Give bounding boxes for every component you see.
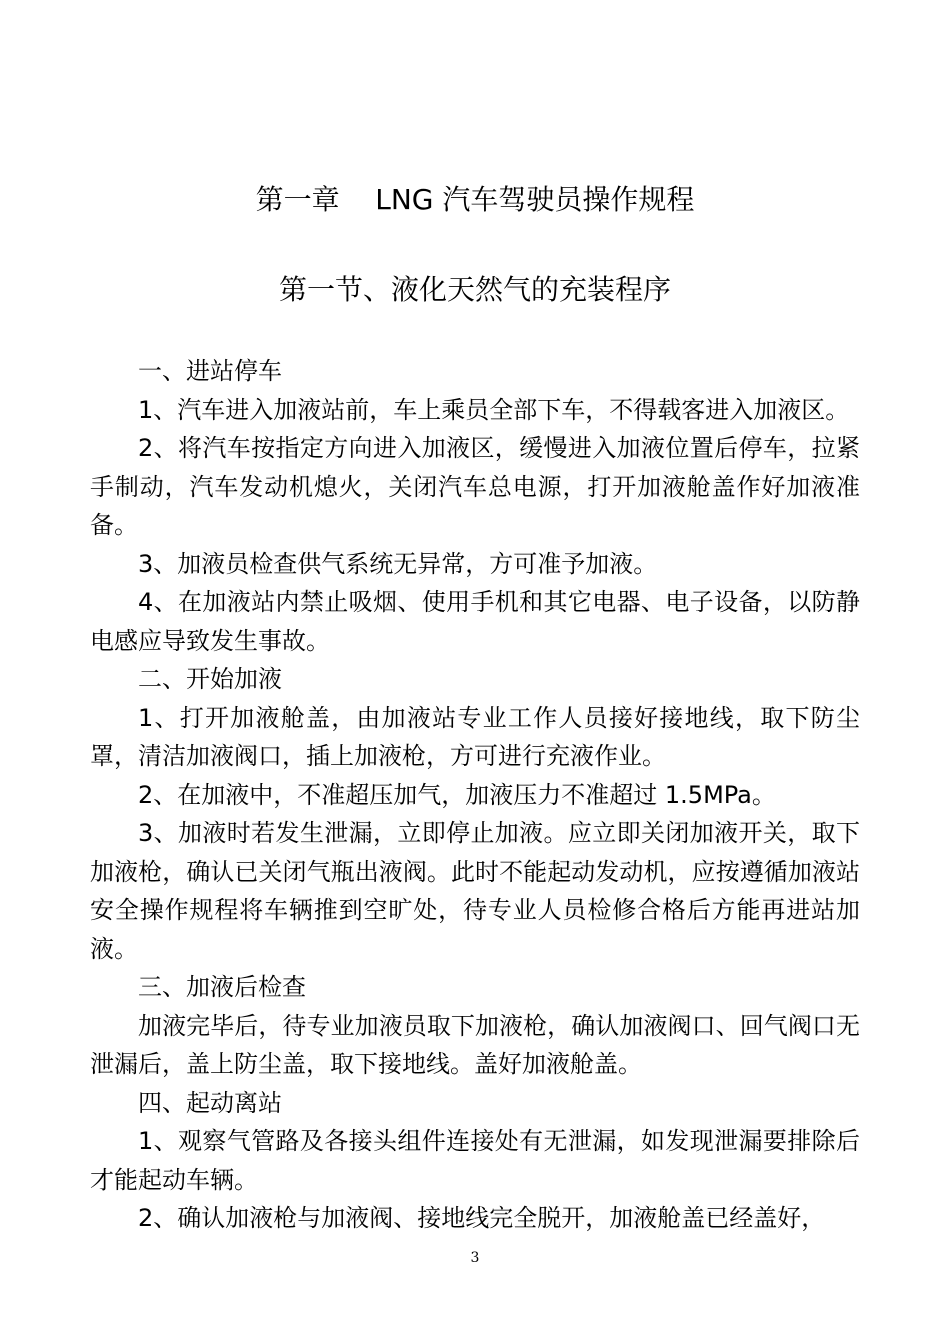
heading-start-fueling: 二、开始加液 (138, 665, 282, 693)
heading-post-check: 三、加液后检查 (138, 973, 306, 1001)
paragraph: 2、在加液中，不准超压加气，加液压力不准超过 1.5MPa。 (138, 780, 776, 809)
paragraph: 加液完毕后，待专业加液员取下加液枪，确认加液阀口、回气阀口无泄漏后，盖上防尘盖，取下接地线。盖好加液舱盖。 (90, 1011, 860, 1078)
section-title: 第一节、液化天然气的充装程序 (278, 273, 671, 306)
paragraph: 3、加液时若发生泄漏，立即停止加液。应立即关闭加液开关，取下加液枪，确认已关闭气瓶出液阀。此时不能起动发动机，应按遵循加液站安全操作规程将车辆推到空旷处，待专业人员检修合格后方能再进站加液。 (90, 819, 860, 963)
paragraph: 3、加液员检查供气系统无异常，方可准予加液。 (138, 549, 658, 578)
page-number: 3 (470, 1250, 480, 1266)
paragraph: 2、将汽车按指定方向进入加液区，缓慢进入加液位置后停车，拉紧手制动，汽车发动机熄火，关闭汽车总电源，打开加液舱盖作好加液准备。 (90, 434, 860, 539)
paragraph: 2、确认加液枪与加液阀、接地线完全脱开，加液舱盖已经盖好， (138, 1204, 826, 1232)
body-text (90, 352, 860, 1238)
paragraph: 4、在加液站内禁止吸烟、使用手机和其它电器、电子设备，以防静电感应导致发生事故。 (90, 588, 860, 655)
paragraph: 1、观察气管路及各接头组件连接处有无泄漏，如发现泄漏要排除后才能起动车辆。 (90, 1127, 860, 1194)
heading-enter-station: 一、进站停车 (138, 357, 282, 385)
heading-start-leave: 四、起动离站 (138, 1088, 282, 1117)
paragraph: 1、汽车进入加液站前，车上乘员全部下车，不得载客进入加液区。 (138, 395, 850, 424)
chapter-title: 第一章 LNG 汽车驾驶员操作规程 (255, 183, 695, 216)
paragraph: 1、打开加液舱盖，由加液站专业工作人员接好接地线，取下防尘罩，清洁加液阀口，插上加液枪，方可进行充液作业。 (90, 703, 860, 770)
